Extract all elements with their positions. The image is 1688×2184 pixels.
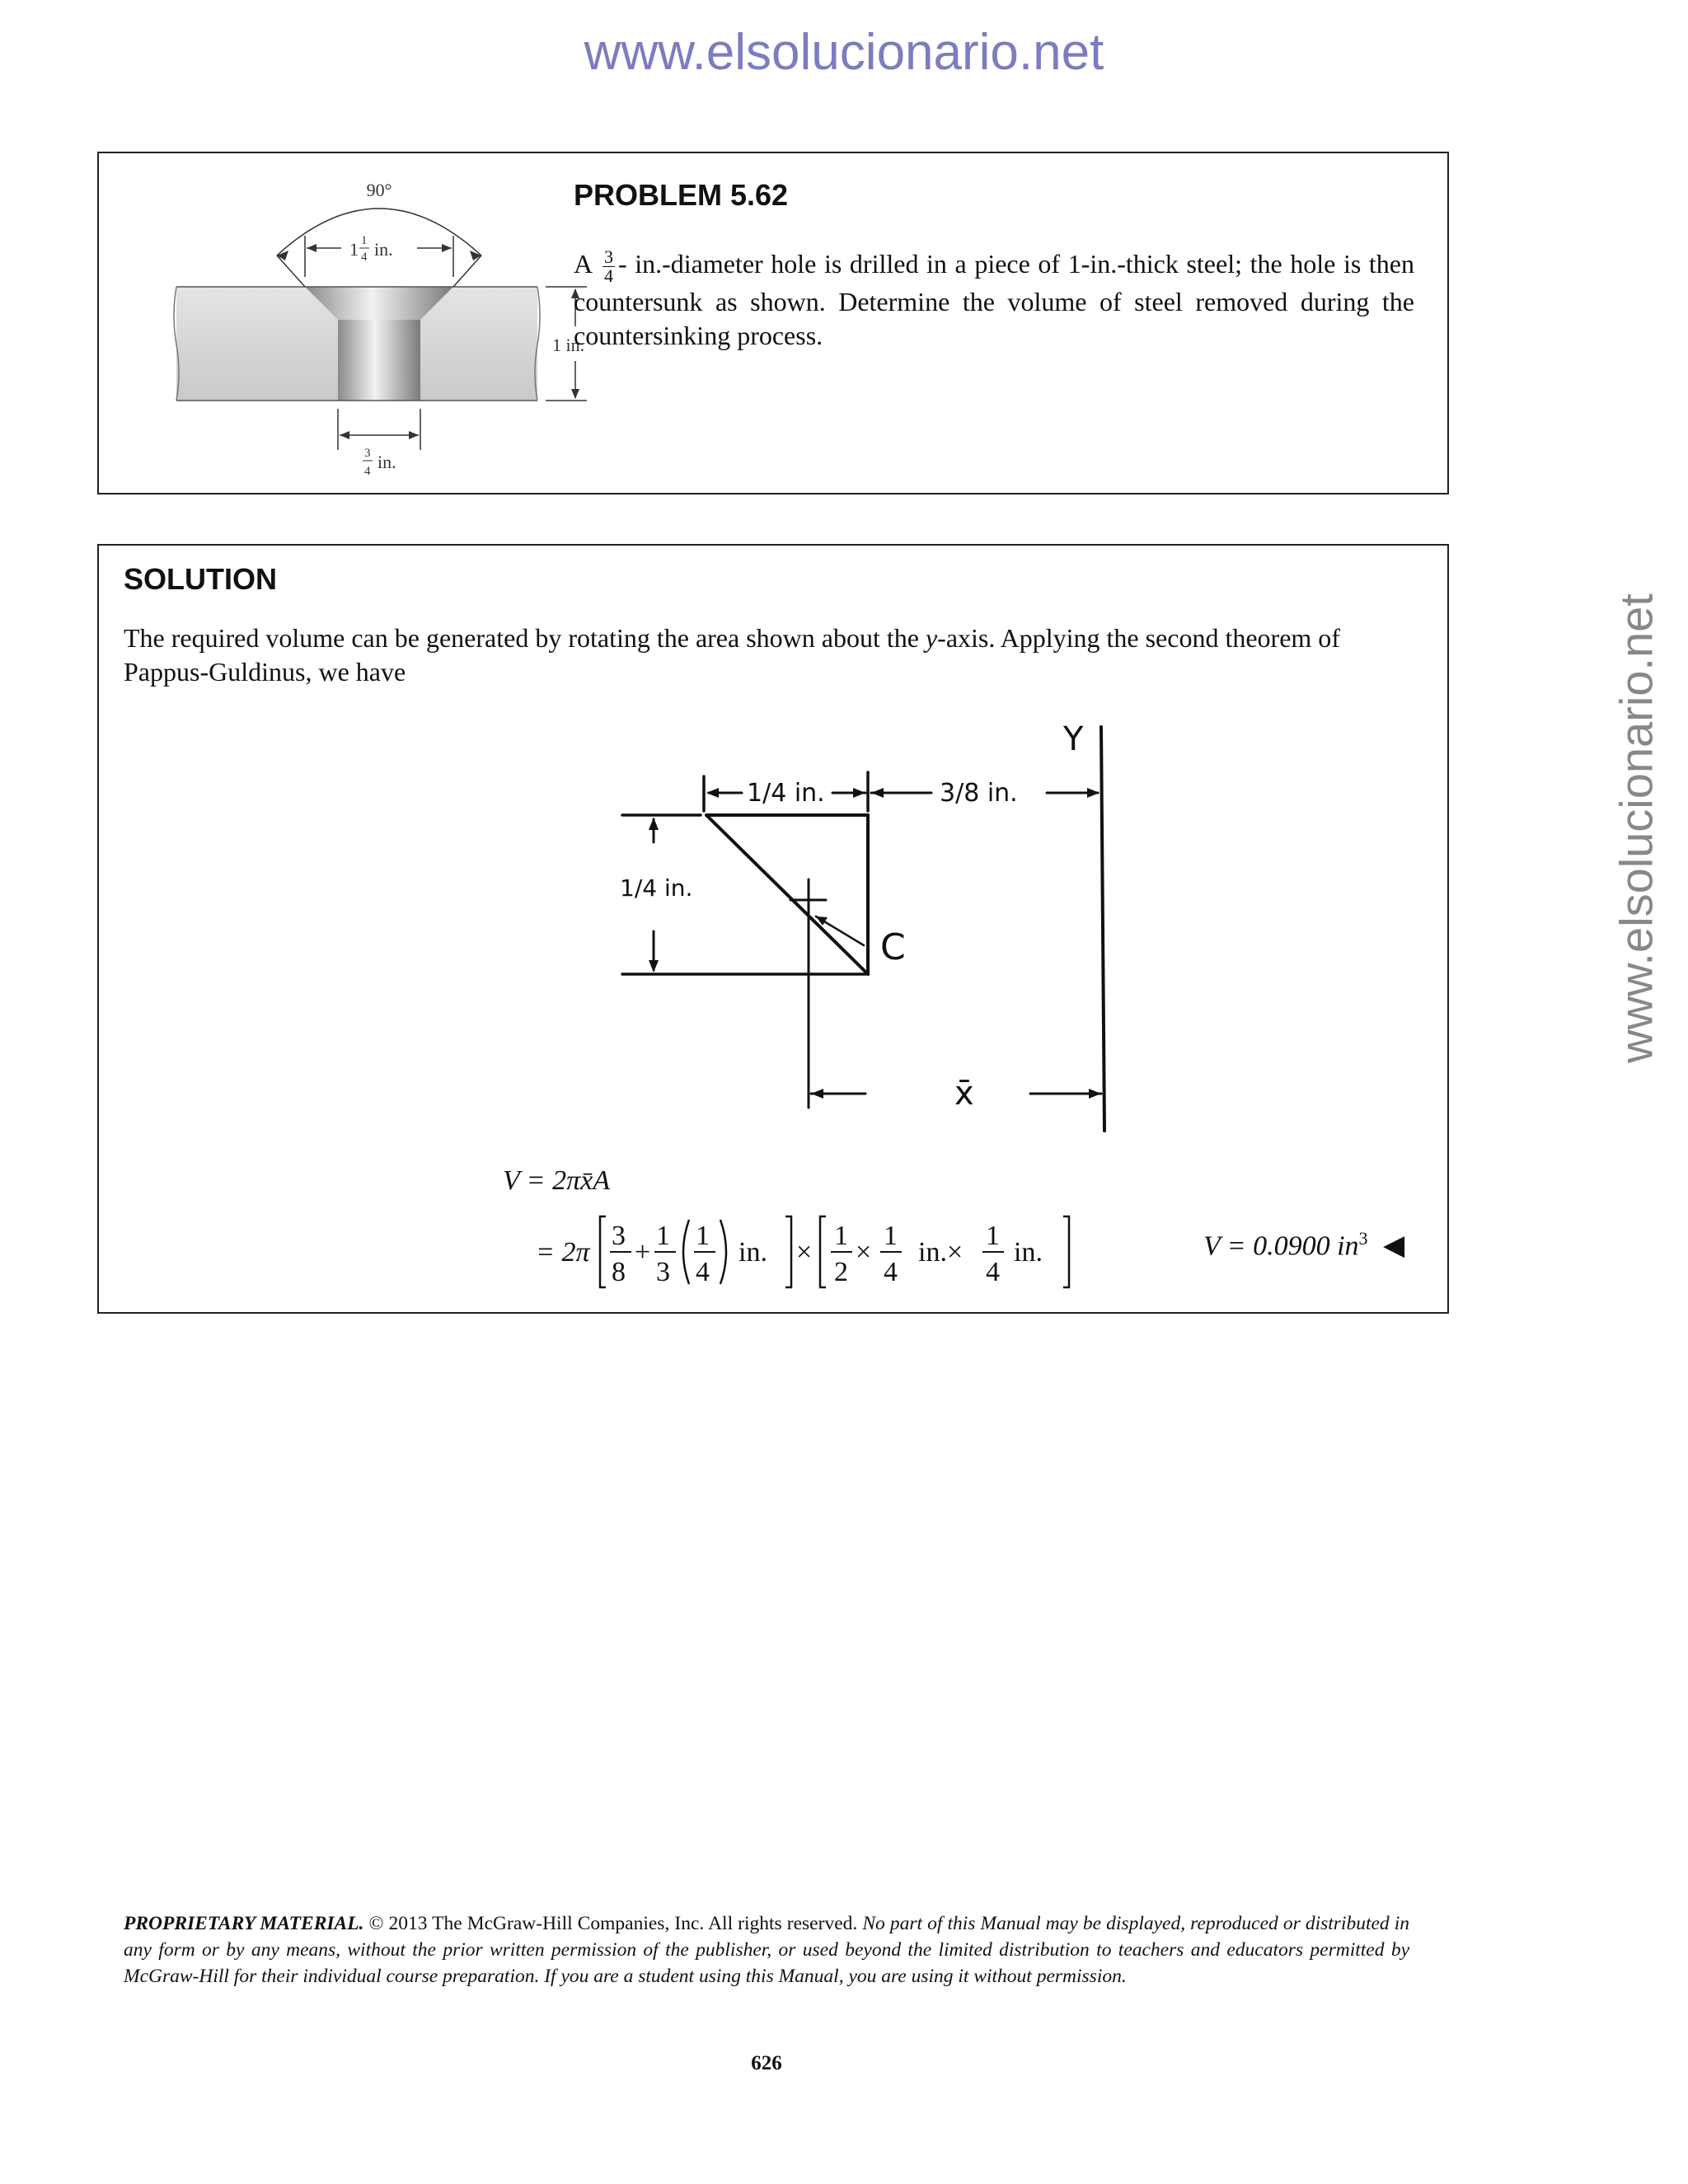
solution-text-axis: y bbox=[925, 623, 938, 653]
footer-notice: No part of this Manual may be displayed, reproduced or distributed in any form or by any means, without the prior written permission of the publisher, or used beyond the limited distribution to teachers and educators permitted by McGraw-Hill for their individual course preparation. If you are a student using this Manual, you are using it without permission. bbox=[124, 1913, 1410, 1987]
problem-box bbox=[97, 152, 1449, 494]
xbar-label: x̄ bbox=[954, 1075, 974, 1113]
eq-f3-num: 1 bbox=[696, 1221, 710, 1251]
problem-text bbox=[574, 247, 1414, 353]
watermark-top: www.elsolucionario.net bbox=[584, 24, 1104, 81]
problem-fraction: $\frac{3}{4}$ bbox=[603, 246, 613, 287]
problem-text-prefix: A bbox=[574, 249, 592, 279]
area-sketch bbox=[503, 710, 1129, 1147]
hole-unit: in. bbox=[377, 452, 396, 472]
solution-text bbox=[124, 621, 1426, 689]
eq-f5-den: 4 bbox=[884, 1257, 898, 1287]
eq-f1-den: 8 bbox=[612, 1257, 626, 1287]
eq-f4-num: 1 bbox=[834, 1221, 848, 1251]
eq-f3-den: 4 bbox=[696, 1257, 710, 1287]
answer-marker: ◀ bbox=[1383, 1230, 1405, 1262]
eq-unit2: in.× bbox=[918, 1237, 964, 1268]
watermark-side: www.elsolucionario.net bbox=[1610, 593, 1662, 1063]
answer-text: V = 0.0900 in bbox=[1203, 1230, 1359, 1262]
page-number: 626 bbox=[751, 2052, 782, 2074]
eq-f6-den: 4 bbox=[986, 1257, 1000, 1287]
proprietary-notice bbox=[124, 1910, 1409, 1990]
solution-title: SOLUTION bbox=[124, 562, 277, 596]
solution-box bbox=[97, 544, 1449, 1314]
hole-den: 4 bbox=[364, 465, 371, 478]
eq-lead: = 2π bbox=[536, 1237, 590, 1268]
eq-plus: + bbox=[635, 1237, 651, 1268]
angle-label: 90° bbox=[366, 180, 392, 200]
equation-line-1: V = 2πx̄A bbox=[503, 1165, 610, 1196]
eq-times: × bbox=[796, 1237, 813, 1268]
top-width-num: 1 bbox=[361, 234, 368, 247]
centroid-label: C bbox=[880, 926, 906, 968]
width-label: 1/4 in. bbox=[747, 779, 825, 808]
eq-f6-num: 1 bbox=[986, 1221, 1000, 1251]
problem-text-rest: - in.-diameter hole is drilled in a piece of 1-in.-thick steel; the hole is then countersunk as shown. Determine the volume of steel removed during the countersinking process. bbox=[574, 249, 1415, 351]
solution-text-a: The required volume can be generated by rotating the area shown about the bbox=[124, 623, 919, 653]
y-axis-label: Y bbox=[1063, 720, 1084, 758]
top-width-unit: in. bbox=[374, 239, 393, 260]
hole-num: 3 bbox=[364, 447, 371, 460]
thickness-label: 1 in. bbox=[552, 335, 585, 355]
answer-exponent: 3 bbox=[1358, 1228, 1368, 1249]
eq-unit3: in. bbox=[1014, 1237, 1043, 1268]
eq-times-2: × bbox=[856, 1237, 872, 1268]
footer-label: PROPRIETARY MATERIAL. bbox=[124, 1913, 364, 1934]
top-width-den: 4 bbox=[361, 251, 368, 264]
offset-label: 3/8 in. bbox=[940, 779, 1018, 808]
top-width-whole: 1 bbox=[349, 239, 359, 260]
eq-unit1: in. bbox=[738, 1237, 767, 1268]
countersink-figure bbox=[165, 170, 626, 491]
solution-text-b: -axis. Applying the second theorem of Pappus-Guldinus, we have bbox=[124, 623, 1340, 687]
problem-title: PROBLEM 5.62 bbox=[574, 178, 789, 212]
height-label: 1/4 in. bbox=[620, 874, 693, 902]
eq-f2-den: 3 bbox=[656, 1257, 670, 1287]
eq-f5-num: 1 bbox=[884, 1221, 898, 1251]
eq-f1-num: 3 bbox=[612, 1221, 626, 1251]
footer-copyright: © 2013 The McGraw-Hill Companies, Inc. All rights reserved. bbox=[368, 1913, 858, 1934]
equation-line-2 bbox=[503, 1205, 1129, 1296]
eq-f2-num: 1 bbox=[656, 1221, 670, 1251]
answer bbox=[1203, 1228, 1404, 1262]
eq-f4-den: 2 bbox=[834, 1257, 848, 1287]
